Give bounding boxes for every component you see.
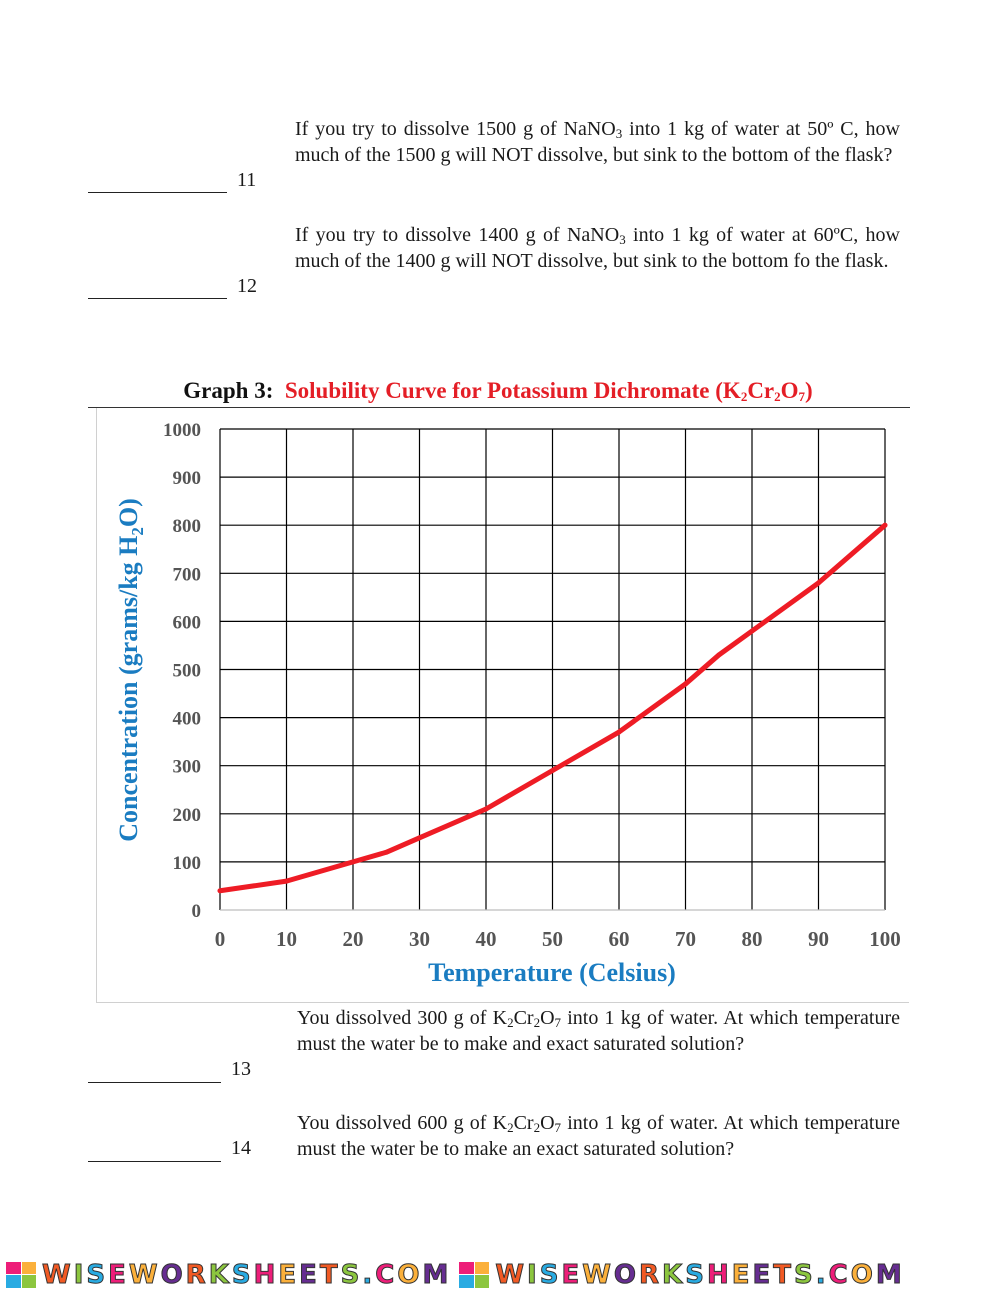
brand-letter: W xyxy=(582,1259,614,1290)
data-point xyxy=(550,768,555,773)
brand-icon xyxy=(459,1262,489,1288)
x-tick-label: 10 xyxy=(276,927,297,951)
brand-text xyxy=(42,1260,451,1290)
data-point xyxy=(883,523,888,528)
brand-letter: E xyxy=(731,1259,753,1290)
y-tick-label: 500 xyxy=(172,660,201,682)
data-point xyxy=(484,807,489,812)
question-text: If you try to dissolve 1400 g of NaNO$_3$ into 1 kg of water at 60ºC, how much of the 1400 g will NOT dissolve, but sink to the bottom fo the flask. xyxy=(295,224,900,272)
brand-letter: R xyxy=(185,1259,209,1290)
y-tick-label: 400 xyxy=(172,708,201,730)
question-number: 12 xyxy=(237,275,257,297)
brand-letter: S xyxy=(86,1259,109,1290)
x-tick-labels xyxy=(215,927,901,951)
brand-icon xyxy=(6,1262,36,1288)
brand-logo-1 xyxy=(6,1260,451,1290)
question-text: If you try to dissolve 1500 g of NaNO$_3$ into 1 kg of water at 50º C, how much of the 1500 g will NOT dissolve, but sink to the bottom of the flask? xyxy=(295,118,900,166)
brand-letter: O xyxy=(613,1259,640,1290)
brand-text xyxy=(495,1260,904,1290)
x-tick-label: 100 xyxy=(869,927,901,951)
brand-letter: R xyxy=(639,1259,663,1290)
brand-letter: S xyxy=(340,1259,363,1290)
data-point xyxy=(351,860,356,865)
brand-letter: W xyxy=(495,1259,528,1290)
question-text: You dissolved 600 g of $K_2Cr_2O_7$ into 1 kg of water. At which temperature must the water be to make an exact saturated solution? xyxy=(297,1112,900,1160)
brand-letter: E xyxy=(299,1259,320,1290)
brand-letter: E xyxy=(561,1259,583,1290)
brand-letter: E xyxy=(752,1259,774,1290)
y-tick-label: 1000 xyxy=(163,420,201,441)
y-tick-label: 700 xyxy=(172,564,201,586)
brand-letter: . xyxy=(815,1259,829,1290)
brand-letter: S xyxy=(685,1259,707,1290)
brand-letter: M xyxy=(422,1259,452,1290)
data-point xyxy=(617,730,622,735)
data-point xyxy=(816,581,821,586)
y-tick-label: 100 xyxy=(172,852,201,874)
x-tick-label: 40 xyxy=(475,927,497,951)
data-point xyxy=(284,879,289,884)
answer-blank-14[interactable] xyxy=(88,1161,221,1162)
answer-blank-13[interactable] xyxy=(88,1082,221,1083)
grid-lines xyxy=(220,429,885,910)
brand-letter: T xyxy=(319,1259,341,1290)
data-point xyxy=(716,653,721,658)
data-point xyxy=(218,888,223,893)
brand-letter: H xyxy=(706,1259,732,1290)
brand-letter: O xyxy=(397,1259,423,1290)
brand-letter: W xyxy=(42,1259,74,1290)
y-axis-label: Concentration (grams/kg $H_2O$) xyxy=(114,498,147,842)
x-tick-label: 90 xyxy=(808,927,829,951)
brand-letter: S xyxy=(539,1259,562,1290)
y-tick-label: 300 xyxy=(172,756,201,778)
brand-letter: I xyxy=(527,1259,540,1290)
y-tick-label: 0 xyxy=(191,901,201,922)
question-number: 14 xyxy=(231,1137,251,1159)
data-point xyxy=(683,682,688,687)
brand-letter: K xyxy=(662,1259,686,1290)
brand-letter: I xyxy=(73,1259,87,1290)
brand-letter: O xyxy=(850,1259,876,1290)
x-tick-label: 80 xyxy=(741,927,763,951)
x-tick-label: 0 xyxy=(214,927,226,951)
data-point xyxy=(384,850,389,855)
graph-number-label: Graph 3: xyxy=(183,378,274,403)
x-tick-label: 50 xyxy=(542,927,563,951)
brand-letter: S xyxy=(231,1259,254,1290)
brand-letter: H xyxy=(253,1259,279,1290)
brand-letter: S xyxy=(793,1259,816,1290)
brand-letter: O xyxy=(160,1259,186,1290)
question-text: You dissolved 300 g of $K_2Cr_2O_7$ into 1 kg of water. At which temperature must the water be to make and exact saturated solution? xyxy=(297,1007,900,1055)
y-tick-label: 600 xyxy=(172,612,201,634)
brand-letter: C xyxy=(828,1259,851,1290)
x-axis-label: Temperature (Celsius) xyxy=(428,958,676,987)
graph-title-text: Solubility Curve for Potassium Dichromate $(K_2Cr_2O_7)$ xyxy=(284,378,813,404)
footer-watermark xyxy=(0,1258,1000,1291)
data-point xyxy=(750,629,755,634)
y-tick-labels xyxy=(163,420,201,922)
y-tick-label: 900 xyxy=(172,468,201,490)
y-tick-label: 800 xyxy=(172,516,201,538)
y-tick-label: 200 xyxy=(172,804,201,826)
brand-letter: E xyxy=(278,1259,300,1290)
question-number: 13 xyxy=(231,1058,251,1080)
brand-letter: . xyxy=(362,1259,376,1290)
x-tick-label: 20 xyxy=(342,927,364,951)
brand-letter: M xyxy=(875,1259,905,1290)
brand-letter: K xyxy=(208,1259,232,1290)
brand-letter: C xyxy=(375,1259,398,1290)
x-tick-label: 60 xyxy=(608,927,630,951)
brand-letter: W xyxy=(128,1259,161,1290)
x-tick-label: 70 xyxy=(675,927,696,951)
question-number: 11 xyxy=(237,169,257,191)
brand-letter: E xyxy=(108,1259,129,1290)
x-tick-label: 30 xyxy=(409,927,430,951)
data-point xyxy=(417,835,422,840)
brand-logo-2 xyxy=(459,1260,904,1290)
brand-letter: T xyxy=(773,1259,794,1290)
